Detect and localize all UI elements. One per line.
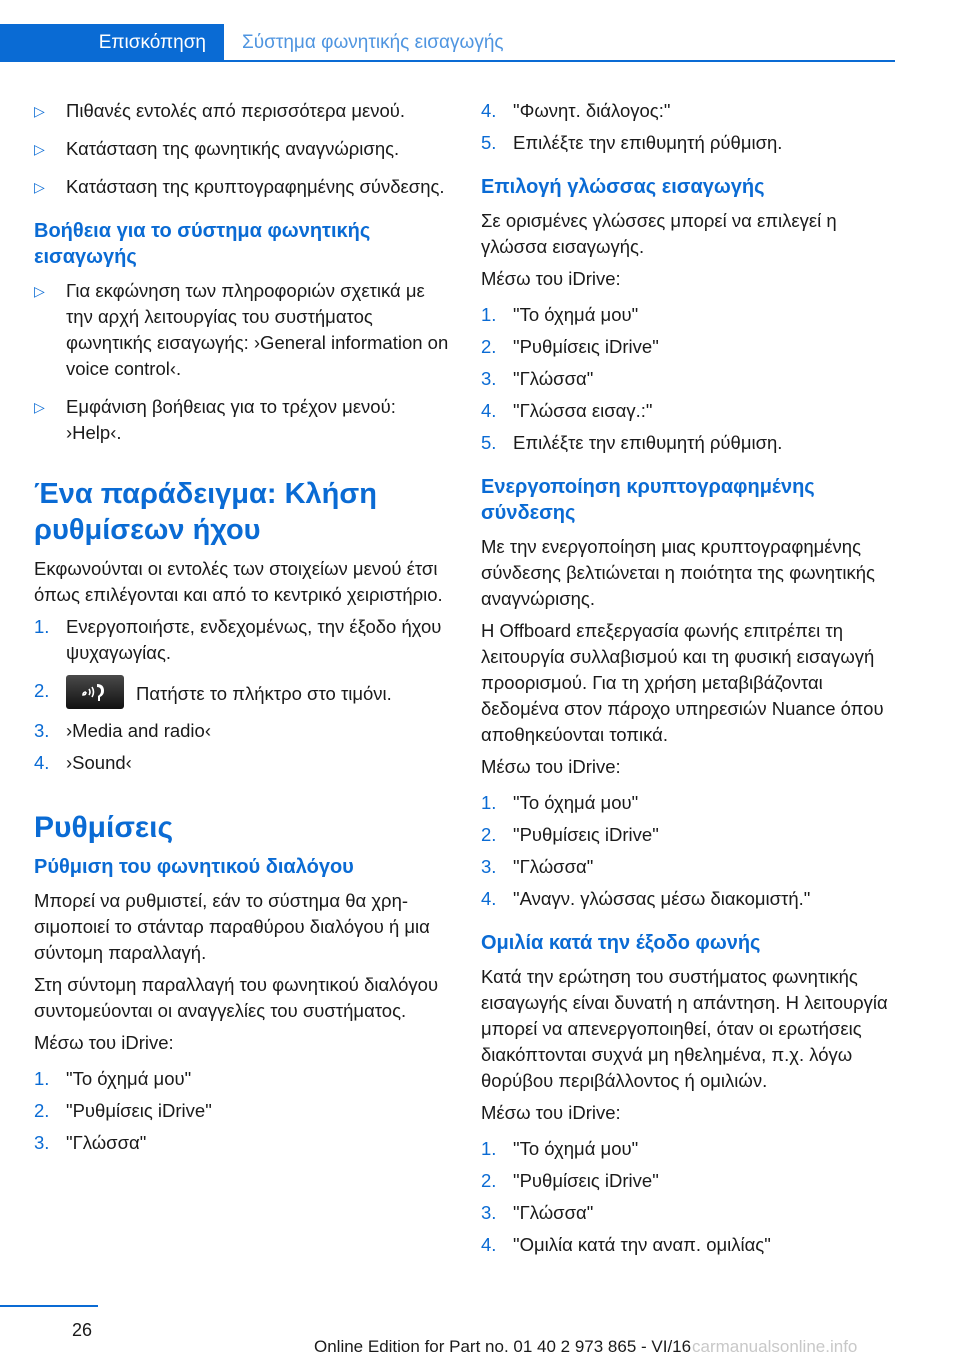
list-item: 4. "Ομιλία κατά την αναπ. ομιλίας" xyxy=(481,1234,771,1255)
triangle-right-icon: ▷ xyxy=(34,141,45,157)
list-item: ▷ Πιθανές εντολές από περισσότερα μενού. xyxy=(34,98,450,124)
dialog-paragraph-2: Στη σύντομη παραλλαγή του φωνητικού διαλόγου συντομεύονται οι αναγγελίες του συστήματος. xyxy=(34,974,439,1021)
list-item: 3. ›Media and radio‹ xyxy=(34,720,211,741)
list-item: 4. "Αναγν. γλώσσας μέσω διακομιστή." xyxy=(481,888,811,909)
list-item: 1. "Το όχημά μου" xyxy=(481,304,639,325)
list-item: 1. "Το όχημά μου" xyxy=(34,1068,192,1089)
dialog-via: Μέσω του iDrive: xyxy=(34,1032,174,1053)
left-column xyxy=(34,98,450,1162)
list-item: 5. Επιλέξτε την επιθυμητή ρύθμιση. xyxy=(481,132,783,153)
language-heading: Επιλογή γλώσσας εισαγωγής xyxy=(481,176,765,198)
voice-control-icon xyxy=(82,681,108,703)
list-item: 1. "Το όχημά μου" xyxy=(481,1138,639,1159)
speech-paragraph: Κατά την ερώτηση του συστήματος φωνητικής εισαγωγής είναι δυνατή η απάντηση. Η λειτουργία μπορεί να απενεργοποιηθεί, όταν οι ερωτήσεις διακόπτονται συχνά μη ηθελημένα, π.χ. λόγω θορύβου περιβάλλοντος ή ομιλιών. xyxy=(481,966,888,1091)
list-item: 5. Επιλέξτε την επιθυμητή ρύθμιση. xyxy=(481,432,783,453)
list-item: 3. "Γλώσσα" xyxy=(481,368,594,389)
speech-via: Μέσω του iDrive: xyxy=(481,1102,621,1123)
settings-heading: Ρυθμίσεις xyxy=(34,811,174,844)
encryption-paragraph-2: Η Offboard επεξεργασία φωνής επιτρέπει τη λειτουργία συλλαβισμού και τη φυσική εισαγωγή προορισμού. Για τη χρήση μεταβιβάζονται δεδομένα στον πάροχο υπηρεσιών Nuance όπου αποθηκεύονται τοπικά. xyxy=(481,620,884,745)
watermark: carmanualsonline.info xyxy=(692,1337,858,1356)
list-item: 2. Πατήστε το πλήκτρο στο τιμόνι. xyxy=(34,678,450,712)
list-item: ▷ Εμφάνιση βοήθειας για το τρέχον μενού: ›Help‹. xyxy=(34,396,396,443)
list-item: 4. "Φωνητ. διάλογος:" xyxy=(481,100,671,121)
speech-heading: Ομιλία κατά την έξοδο φωνής xyxy=(481,932,761,954)
list-item: 1. "Το όχημά μου" xyxy=(481,792,639,813)
list-item: 4. ›Sound‹ xyxy=(34,752,132,773)
list-item: 2. "Ρυθμίσεις iDrive" xyxy=(481,1170,659,1191)
language-text: Σε ορισμένες γλώσσες μπορεί να επιλεγεί η γλώσσα εισαγωγής. xyxy=(481,210,837,257)
encryption-via: Μέσω του iDrive: xyxy=(481,756,621,777)
list-item: ▷ Κατάσταση της κρυπτογραφημένης σύνδεσης. xyxy=(34,174,450,200)
list-item: 4. "Γλώσσα εισαγ.:" xyxy=(481,400,653,421)
header-section-title: Σύστημα φωνητικής εισαγωγής xyxy=(242,32,504,53)
example-heading: Ένα παράδειγμα: Κλήση ρυθμίσεων ήχου xyxy=(34,478,377,546)
encryption-heading: Ενεργοποίηση κρυπτογραφημένης σύνδεσης xyxy=(481,476,815,524)
list-item: 3. "Γλώσσα" xyxy=(481,1202,594,1223)
triangle-right-icon: ▷ xyxy=(34,103,45,119)
help-heading: Βοήθεια για το σύστημα φωνητικής εισαγωγής xyxy=(34,220,371,268)
page-header xyxy=(0,0,960,64)
list-item: 3. "Γλώσσα" xyxy=(481,856,594,877)
voice-control-button-icon xyxy=(66,675,124,709)
header-rule xyxy=(0,60,895,62)
list-item: 2. "Ρυθμίσεις iDrive" xyxy=(34,1100,212,1121)
list-item: ▷ Κατάσταση της φωνητικής αναγνώρισης. xyxy=(34,136,450,162)
language-via: Μέσω του iDrive: xyxy=(481,268,621,289)
page-number: 26 xyxy=(72,1320,93,1340)
list-item: 1. Ενεργοποιήστε, ενδεχομένως, την έξοδο ήχου ψυχαγωγίας. xyxy=(34,616,442,663)
list-item: 2. "Ρυθμίσεις iDrive" xyxy=(481,824,659,845)
dialog-paragraph-1: Μπορεί να ρυθμιστεί, εάν το σύστημα θα χρησιμοποιεί το στάνταρ παραθύρου διαλόγου ή μια σύντομη παραλλαγή. xyxy=(34,890,430,963)
footer-rule xyxy=(0,1305,98,1307)
dialog-heading: Ρύθμιση του φωνητικού διαλόγου xyxy=(34,856,354,878)
encryption-paragraph-1: Με την ενεργοποίηση μιας κρυπτογραφημένης σύνδεσης βελτιώνεται η ποιότητα της φωνητικής αναγνώρισης. xyxy=(481,536,875,609)
triangle-right-icon: ▷ xyxy=(34,179,45,195)
header-tab-overview: Επισκόπηση xyxy=(0,24,224,62)
triangle-right-icon: ▷ xyxy=(34,283,45,299)
right-column xyxy=(481,98,901,1264)
list-item: 3. "Γλώσσα" xyxy=(34,1132,147,1153)
triangle-right-icon: ▷ xyxy=(34,399,45,415)
example-text: Εκφωνούνται οι εντολές των στοιχείων μενού έτσι όπως επιλέγονται και από το κεντρικό χειριστήριο. xyxy=(34,558,443,605)
list-item: 2. "Ρυθμίσεις iDrive" xyxy=(481,336,659,357)
list-item: ▷ Για εκφώνηση των πληροφοριών σχετικά με την αρχή λειτουργίας του συστήματος φωνητικής εισαγωγής: ›General information on voice control‹. xyxy=(34,280,449,379)
edition-text: Online Edition for Part no. 01 40 2 973 865 - VI/16 xyxy=(314,1337,692,1356)
